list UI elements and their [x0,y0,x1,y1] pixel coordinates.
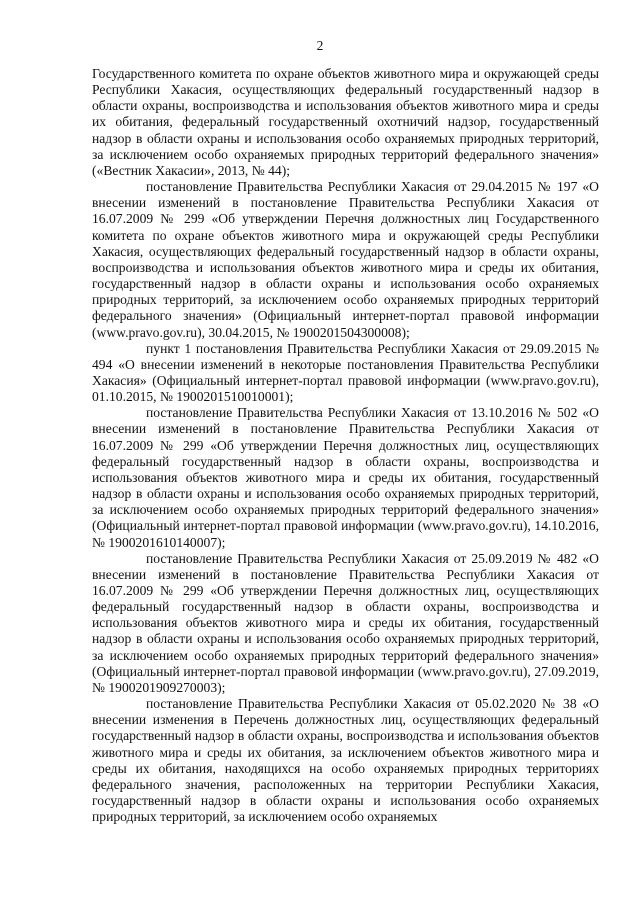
paragraph-resolution-2015-197: постановление Правительства Республики Хакасия от 29.04.2015 № 197 «О внесении изменений в постановление Правительства Республики Хакасия от 16.07.2009 № 299 «Об утверждении Перечня должностных лиц Государственного комитета по охране объектов животного мира и окружающей среды Республики Хакасия, осуществляющих федеральный государственный надзор в области охраны, воспроизводства и использования объектов животного мира и среды их обитания, государственный надзор в области охраны и использования особо охраняемых природных территорий, за исключением особо охраняемых природных территорий федерального значения» (Официальный интернет-портал правовой информации (www.pravo.gov.ru), 30.04.2015, № 1900201504300008); [92,179,599,340]
paragraph-resolution-2020-38: постановление Правительства Республики Хакасия от 05.02.2020 № 38 «О внесении изменения в Перечень должностных лиц, осуществляющих федеральный государственный надзор в области охраны, воспроизводства и использования объектов животного мира и среды их обитания, за исключением объектов животного мира и среды их обитания, находящихся на особо охраняемых природных территориях федерального значения, расположенных на территории Республики Хакасия, государственный надзор в области охраны и использования особо охраняемых природных территорий, за исключением особо охраняемых [92,696,599,825]
page-number: 2 [316,38,324,53]
paragraph-resolution-2016-502: постановление Правительства Республики Хакасия от 13.10.2016 № 502 «О внесении изменений в постановление Правительства Республики Хакасия от 16.07.2009 № 299 «Об утверждении Перечня должностных лиц, осуществляющих федеральный государственный надзор в области охраны, воспроизводства и использования объектов животного мира и среды их обитания, государственный надзор в области охраны и использования особо охраняемых природных территорий, за исключением особо охраняемых природных территорий федерального значения» (Официальный интернет-портал правовой информации (www.pravo.gov.ru), 14.10.2016, № 1900201610140007); [92,405,599,550]
paragraph-resolution-2019-482: постановление Правительства Республики Хакасия от 25.09.2019 № 482 «О внесении изменений в постановление Правительства Республики Хакасия от 16.07.2009 № 299 «Об утверждении Перечня должностных лиц, осуществляющих федеральный государственный надзор в области охраны, воспроизводства и использования объектов животного мира и среды их обитания, государственный надзор в области охраны и использования особо охраняемых природных территорий, за исключением особо охраняемых природных территорий федерального значения» (Официальный интернет-портал правовой информации (www.pravo.gov.ru), 27.09.2019, № 1900201909270003); [92,550,599,695]
paragraph-continuation: Государственного комитета по охране объектов животного мира и окружающей среды Республики Хакасия, осуществляющих федеральный государственный надзор в области охраны, воспроизводства и использования объектов животного мира и среды их обитания, федеральный государственный охотничий надзор, государственный надзор в области охраны и использования особо охраняемых природных территорий, за исключением особо охраняемых природных территорий федерального значения» («Вестник Хакасии», 2013, № 44); [92,66,599,178]
paragraph-resolution-2015-494: пункт 1 постановления Правительства Республики Хакасия от 29.09.2015 № 494 «О внесении изменений в некоторые постановления Правительства Республики Хакасия» (Официальный интернет-портал правовой информации (www.pravo.gov.ru), 01.10.2015, № 1900201510010001); [92,340,599,405]
document-body [92,66,599,825]
